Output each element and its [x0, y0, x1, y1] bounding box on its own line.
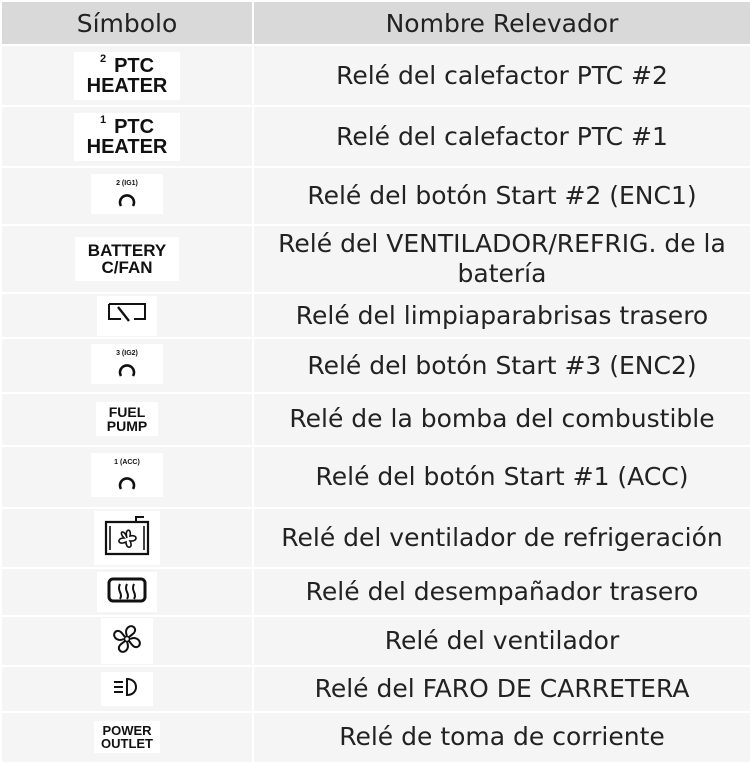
icon-caption: 3 (IG2) [116, 349, 138, 357]
start-button-ig1-icon [91, 174, 163, 214]
label-line1: POWER [102, 723, 152, 739]
relay-name: Relé del limpiaparabrisas trasero [253, 293, 750, 338]
label-line1: BATTERY [87, 241, 167, 261]
relay-name: Relé del botón Start #2 (ENC1) [253, 167, 750, 225]
symbol-cell [1, 446, 253, 508]
table-row [1, 45, 750, 106]
relay-name: Relé del FARO DE CARRETERA [253, 666, 750, 712]
start-button-acc-icon [91, 453, 163, 497]
label-line2: C/FAN [101, 258, 153, 278]
symbol-cell [1, 293, 253, 338]
relay-name: Relé del VENTILADOR/REFRIG. de la batería [253, 225, 750, 293]
symbol-cell [1, 568, 253, 616]
relay-name: Relé del desempañador trasero [253, 568, 750, 616]
symbol-cell [1, 106, 253, 167]
power-outlet-label [94, 721, 160, 753]
table-row [1, 666, 750, 712]
symbol-cell [1, 225, 253, 293]
table-header-row [1, 1, 750, 45]
icon-caption: 1 (ACC) [114, 458, 140, 466]
table-row [1, 508, 750, 568]
icon-caption: 2 (IG1) [116, 180, 138, 188]
battery-cfan-label [75, 237, 179, 281]
label-line1: PTC [114, 54, 155, 77]
table-row [1, 393, 750, 445]
symbol-cell [1, 666, 253, 712]
ptc-heater-1-label [74, 113, 180, 161]
start-button-ig2-icon [91, 344, 163, 384]
label-line1: PTC [114, 115, 155, 138]
label-superscript: 2 [99, 52, 107, 65]
relay-name: Relé del calefactor PTC #1 [253, 106, 750, 167]
table-row [1, 568, 750, 616]
relay-name: Relé del ventilador de refrigeración [253, 508, 750, 568]
label-superscript: 1 [99, 113, 107, 126]
table-row [1, 293, 750, 338]
label-line2: HEATER [86, 74, 168, 97]
table-row [1, 338, 750, 393]
relay-name: Relé del botón Start #1 (ACC) [253, 446, 750, 508]
symbol-cell [1, 508, 253, 568]
table-row [1, 225, 750, 293]
label-line1: FUEL [108, 404, 146, 421]
table-row [1, 616, 750, 666]
relay-name: Relé de la bomba del combustible [253, 393, 750, 445]
ptc-heater-2-label [74, 52, 180, 100]
blower-fan-icon [101, 618, 153, 664]
relay-name: Relé del botón Start #3 (ENC2) [253, 338, 750, 393]
header-name: Nombre Relevador [253, 1, 750, 45]
label-line2: PUMP [106, 418, 148, 435]
table-row [1, 167, 750, 225]
fuel-pump-label [96, 402, 158, 436]
table-row [1, 106, 750, 167]
label-line2: OUTLET [101, 736, 153, 752]
symbol-cell [1, 616, 253, 666]
symbol-cell [1, 712, 253, 763]
symbol-cell [1, 167, 253, 225]
high-beam-icon [101, 672, 153, 706]
header-symbol: Símbolo [1, 1, 253, 45]
label-line2: HEATER [86, 135, 168, 158]
symbol-cell [1, 393, 253, 445]
table-row [1, 446, 750, 508]
relay-name: Relé de toma de corriente [253, 712, 750, 763]
table-row [1, 712, 750, 763]
rear-defroster-icon [97, 572, 157, 612]
symbol-cell [1, 338, 253, 393]
relay-name: Relé del ventilador [253, 616, 750, 666]
cooling-fan-icon [94, 511, 160, 565]
symbol-cell [1, 45, 253, 106]
relay-name: Relé del calefactor PTC #2 [253, 45, 750, 106]
rear-wiper-icon [97, 296, 157, 336]
